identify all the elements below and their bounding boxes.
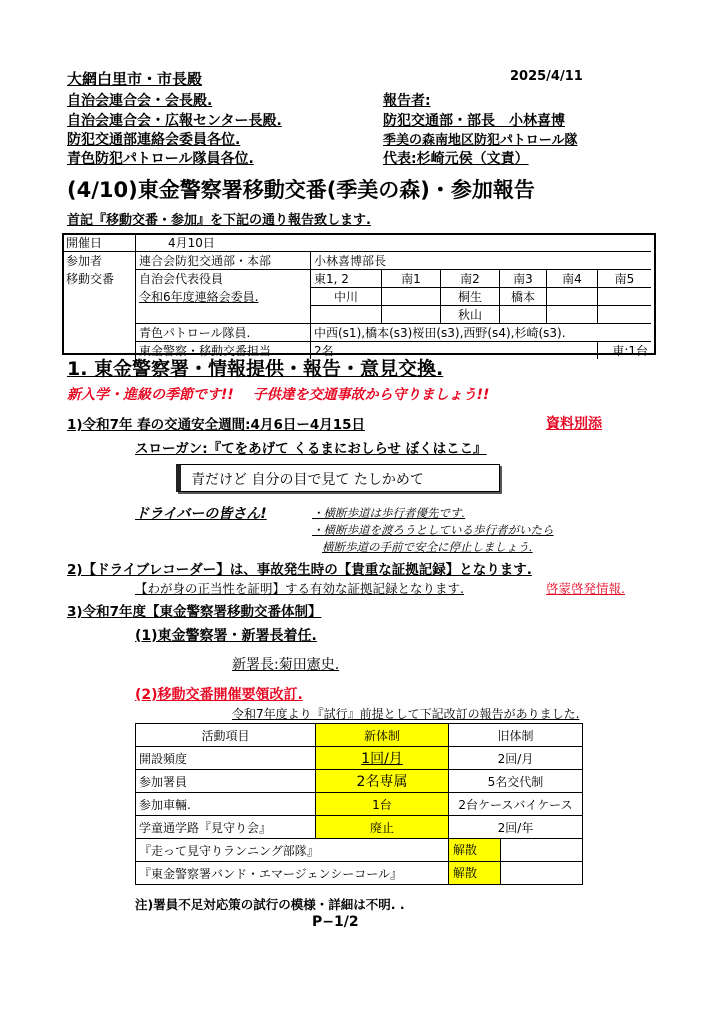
footnote: 注)署員不足対応策の試行の模様・詳細は不明. . [135,897,405,912]
reporter-label: 報告者: [383,93,431,109]
rep-label: 自治会代表役員 [136,270,311,288]
row4-item: 学童通学路『見守り会』 [136,816,316,839]
district-6: 南5 [598,270,652,288]
member2-4 [500,306,547,324]
patrol-value: 中西(s1),橋本(s3)桜田(s3),西野(s4),杉崎(s3). [311,324,652,342]
row5-status-cell [449,839,583,862]
red-slogan: 新入学・進級の季節です!! 子供達を交通事故から守りましょう!! [67,387,490,403]
addressee-chairman: 自治会連合会・会長殿. [67,93,213,109]
page-number: P−1/2 [312,914,359,930]
table-row [136,793,583,816]
table-row [136,747,583,770]
reporter-patrol: 季美の森南地区防犯パトロール隊 [383,133,578,148]
report-date: 2025/4/11 [510,69,583,84]
section1-heading: 1. 東金警察署・情報提供・報告・意見交換. [67,358,444,380]
reporter-rep: 代表:杉崎元侯（文責） [383,151,529,167]
info-table [63,234,651,359]
member2-2 [382,306,441,324]
slogan-box [176,464,500,492]
patrol-label: 青色パトロール隊員. [136,324,311,342]
member-5 [547,288,598,306]
member2-1 [311,306,382,324]
item2-sub: 【わが身の正当性を証明】する有効な証拠記録となります. [135,581,464,596]
row4-new: 廃止 [316,816,449,839]
table-row [136,839,583,862]
col-old: 旧体制 [449,724,583,747]
row5-item: 『走って見守りランニング部隊』 [136,839,449,862]
member-1: 中川 [311,288,382,306]
row3-item: 参加車輛. [136,793,316,816]
col-activity: 活動項目 [136,724,316,747]
revision-note: 令和7年度より『試行』前提として下記改訂の報告がありました. [232,707,580,721]
row2-old: 5名交代制 [449,770,583,793]
district-4: 南3 [500,270,547,288]
district-3: 南2 [441,270,500,288]
new-chief: 新署長:菊田憲史. [232,657,340,673]
row5-status: 解散 [449,839,501,861]
row3-new: 1台 [316,793,449,816]
police-label: 東金警察・移動交番担当 [136,342,311,360]
item3-1: (1)東金警察署・新署長着任. [135,628,317,644]
reporter-dept: 防犯交通部・部長 小林喜博 [383,113,565,129]
district-5: 南4 [547,270,598,288]
table-row [136,770,583,793]
member2-3: 秋山 [441,306,500,324]
row1-item: 開設頻度 [136,747,316,770]
row2-new: 2名専属 [316,770,449,793]
drivers-heading: ドライバーの皆さん! [135,506,267,522]
table-row [136,862,583,885]
item1-note: 資料別添 [546,416,602,432]
intro-text: 首記『移動交番・参加』を下記の通り報告致します. [67,213,371,228]
addressee-mayor: 大網白里市・市長殿 [67,70,203,88]
row6-item: 『東金警察署バンド・エマージェンシーコール』 [136,862,449,885]
driver-note-2: ・横断歩道を渡ろうとしている歩行者がいたら [312,523,554,537]
page-title: (4/10)東金警察署移動交番(季美の森)・参加報告 [67,178,535,202]
hq-label: 連合会防犯交通部・本部 [136,252,311,270]
addressee-patrol: 青色防犯パトロール隊員各位. [67,151,254,167]
member-6 [598,288,652,306]
vehicle-value: 車:1台 [598,342,652,360]
member-3: 桐生 [441,288,500,306]
date-label: 開催日 [66,236,103,250]
addressee-pr-center: 自治会連合会・広報センター長殿. [67,113,282,129]
police-value: 2名. [311,342,598,360]
col-new: 新体制 [316,724,449,747]
date-value: 4月10日 [136,234,652,252]
table-row [136,816,583,839]
driver-note-3: 横断歩道の手前で安全に停止しましょう. [322,540,533,554]
row6-status: 解散 [449,862,501,884]
row4-old: 2回/年 [449,816,583,839]
district-2: 南1 [382,270,441,288]
item2-note: 啓蒙啓発情報. [546,581,625,596]
revision-table [135,723,583,885]
mobile-koban-label: 移動交番 [66,272,115,286]
slogan-box-text: 青だけど 自分の目で見て たしかめて [191,472,424,488]
row1-old: 2回/月 [449,747,583,770]
participants-label: 参加者 [63,252,136,270]
row1-new: 1回/月 [316,747,449,770]
item3: 3)令和7年度【東金警察署移動交番体制】 [67,604,322,620]
slogan: スローガン:『てをあげて くるまにおしらせ ぼくはここ』 [135,441,487,457]
table-header-row [136,724,583,747]
row3-old: 2台ケースバイケース [449,793,583,816]
district-1: 東1, 2 [311,270,382,288]
row2-item: 参加署員 [136,770,316,793]
item1: 1)令和7年 春の交通安全週間:4月6日ー4月15日 [67,417,366,433]
driver-note-1: ・横断歩道は歩行者優先です. [312,506,466,520]
member-2 [382,288,441,306]
member2-5 [547,306,598,324]
row6-status-cell [449,862,583,885]
member2-6 [598,306,652,324]
committee-label: 令和6年度連絡会委員. [136,288,311,306]
member-4: 橋本 [500,288,547,306]
addressee-committee: 防犯交通部連絡会委員各位. [67,132,241,148]
item2: 2)【ドライブレコーダー】は、事故発生時の【貴重な証拠記録】となります. [67,562,532,578]
hq-value: 小林喜博部長 [311,252,652,270]
item3-2: (2)移動交番開催要領改訂. [135,687,303,703]
